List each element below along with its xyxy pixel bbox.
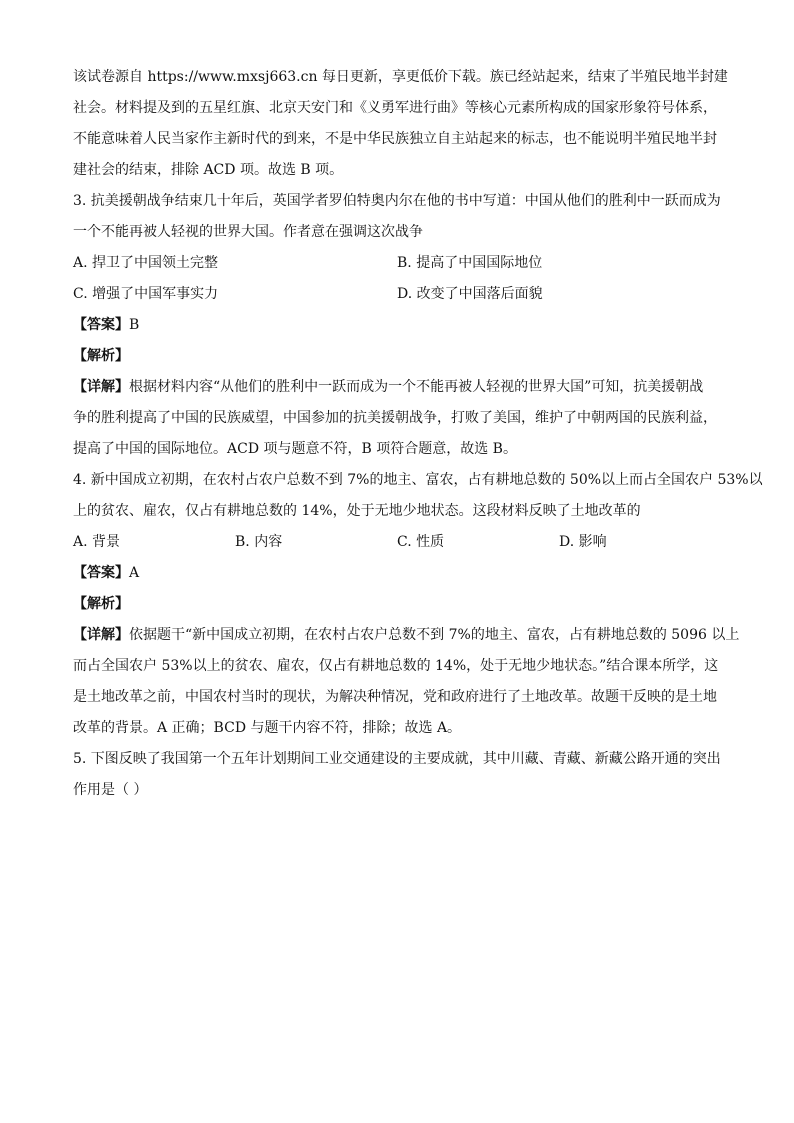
q4-option-a: A. 背景 bbox=[73, 534, 121, 550]
prev-answer-line: 该试卷源自 https://www.mxsj663.cn 每日更新，享更低价下载。族已经站起来，结束了半殖民地半封建 bbox=[73, 69, 728, 85]
q3-option-c: C. 增强了中国军事实力 bbox=[73, 286, 219, 302]
q4-option-c: C. 性质 bbox=[397, 534, 445, 550]
q3-stem-line: 3. 抗美援朝战争结束几十年后，英国学者罗伯特奥内尔在他的书中写道：中国从他们的胜利中一跃而成为 bbox=[73, 193, 721, 209]
detail-text: 根据材料内容“从他们的胜利中一跃而成为一个不能再被人轻视的世界大国”可知，抗美援朝战 bbox=[129, 379, 704, 395]
q4-detail-line: 改革的背景。A 正确；BCD 与题干内容不符，排除；故选 A。 bbox=[73, 720, 462, 736]
analysis-label: 【解析】 bbox=[73, 348, 129, 364]
q4-detail-line: 是土地改革之前，中国农村当时的现状，为解决种情况，党和政府进行了土地改革。故题干反映的是土地 bbox=[73, 689, 717, 705]
prev-answer-line: 建社会的结束，排除 ACD 项。故选 B 项。 bbox=[73, 162, 344, 178]
q5-stem-line: 作用是（ ） bbox=[73, 782, 148, 798]
q3-stem-line: 一个不能再被人轻视的世界大国。作者意在强调这次战争 bbox=[73, 224, 423, 240]
q3-options-row bbox=[73, 279, 733, 310]
q4-stem-line: 上的贫农、雇农，仅占有耕地总数的 14%，处于无地少地状态。这段材料反映了土地改革的 bbox=[73, 503, 641, 519]
q4-stem-line: 4. 新中国成立初期，在农村占农户总数不到 7%的地主、富农，占有耕地总数的 50%以上而占全国农户 53%以 bbox=[73, 472, 763, 488]
answer-label: 【答案】 bbox=[73, 317, 129, 333]
answer-value: A bbox=[129, 565, 140, 581]
q4-option-b: B. 内容 bbox=[235, 534, 283, 550]
q4-detail-line: 而占全国农户 53%以上的贫农、雇农，仅占有耕地总数的 14%，处于无地少地状态。”结合课本所学，这 bbox=[73, 658, 719, 674]
q3-option-b: B. 提高了中国国际地位 bbox=[397, 255, 543, 271]
prev-answer-line: 社会。材料提及到的五星红旗、北京天安门和《义勇军进行曲》等核心元素所构成的国家形象符号体系， bbox=[73, 100, 717, 116]
answer-value: B bbox=[129, 317, 140, 333]
q3-detail-line: 争的胜利提高了中国的民族威望，中国参加的抗美援朝战争，打败了美国，维护了中朝两国的民族利益， bbox=[73, 410, 717, 426]
q4-answer bbox=[73, 558, 733, 589]
q4-detail-line bbox=[73, 620, 740, 651]
q3-options-row bbox=[73, 248, 733, 279]
q3-answer bbox=[73, 310, 733, 341]
q4-options-row bbox=[73, 527, 733, 558]
q3-option-a: A. 捍卫了中国领土完整 bbox=[73, 255, 219, 271]
analysis-label: 【解析】 bbox=[73, 596, 129, 612]
q5-stem-line: 5. 下图反映了我国第一个五年计划期间工业交通建设的主要成就，其中川藏、青藏、新藏公路开通的突出 bbox=[73, 751, 721, 767]
prev-answer-line: 不能意味着人民当家作主新时代的到来，不是中华民族独立自主站起来的标志，也不能说明半殖民地半封 bbox=[73, 131, 717, 147]
answer-label: 【答案】 bbox=[73, 565, 129, 581]
document-page bbox=[73, 62, 763, 806]
detail-label: 【详解】 bbox=[73, 627, 129, 643]
q3-option-d: D. 改变了中国落后面貌 bbox=[397, 286, 543, 302]
q4-option-d: D. 影响 bbox=[559, 534, 607, 550]
q4-analysis bbox=[73, 589, 733, 620]
q3-detail-line bbox=[73, 372, 733, 403]
q3-analysis bbox=[73, 341, 733, 372]
detail-text: 依据题干“新中国成立初期，在农村占农户总数不到 7%的地主、富农，占有耕地总数的 5096 以上 bbox=[129, 627, 740, 643]
q3-detail-line: 提高了中国的国际地位。ACD 项与题意不符，B 项符合题意，故选 B。 bbox=[73, 441, 517, 457]
detail-label: 【详解】 bbox=[73, 379, 129, 395]
